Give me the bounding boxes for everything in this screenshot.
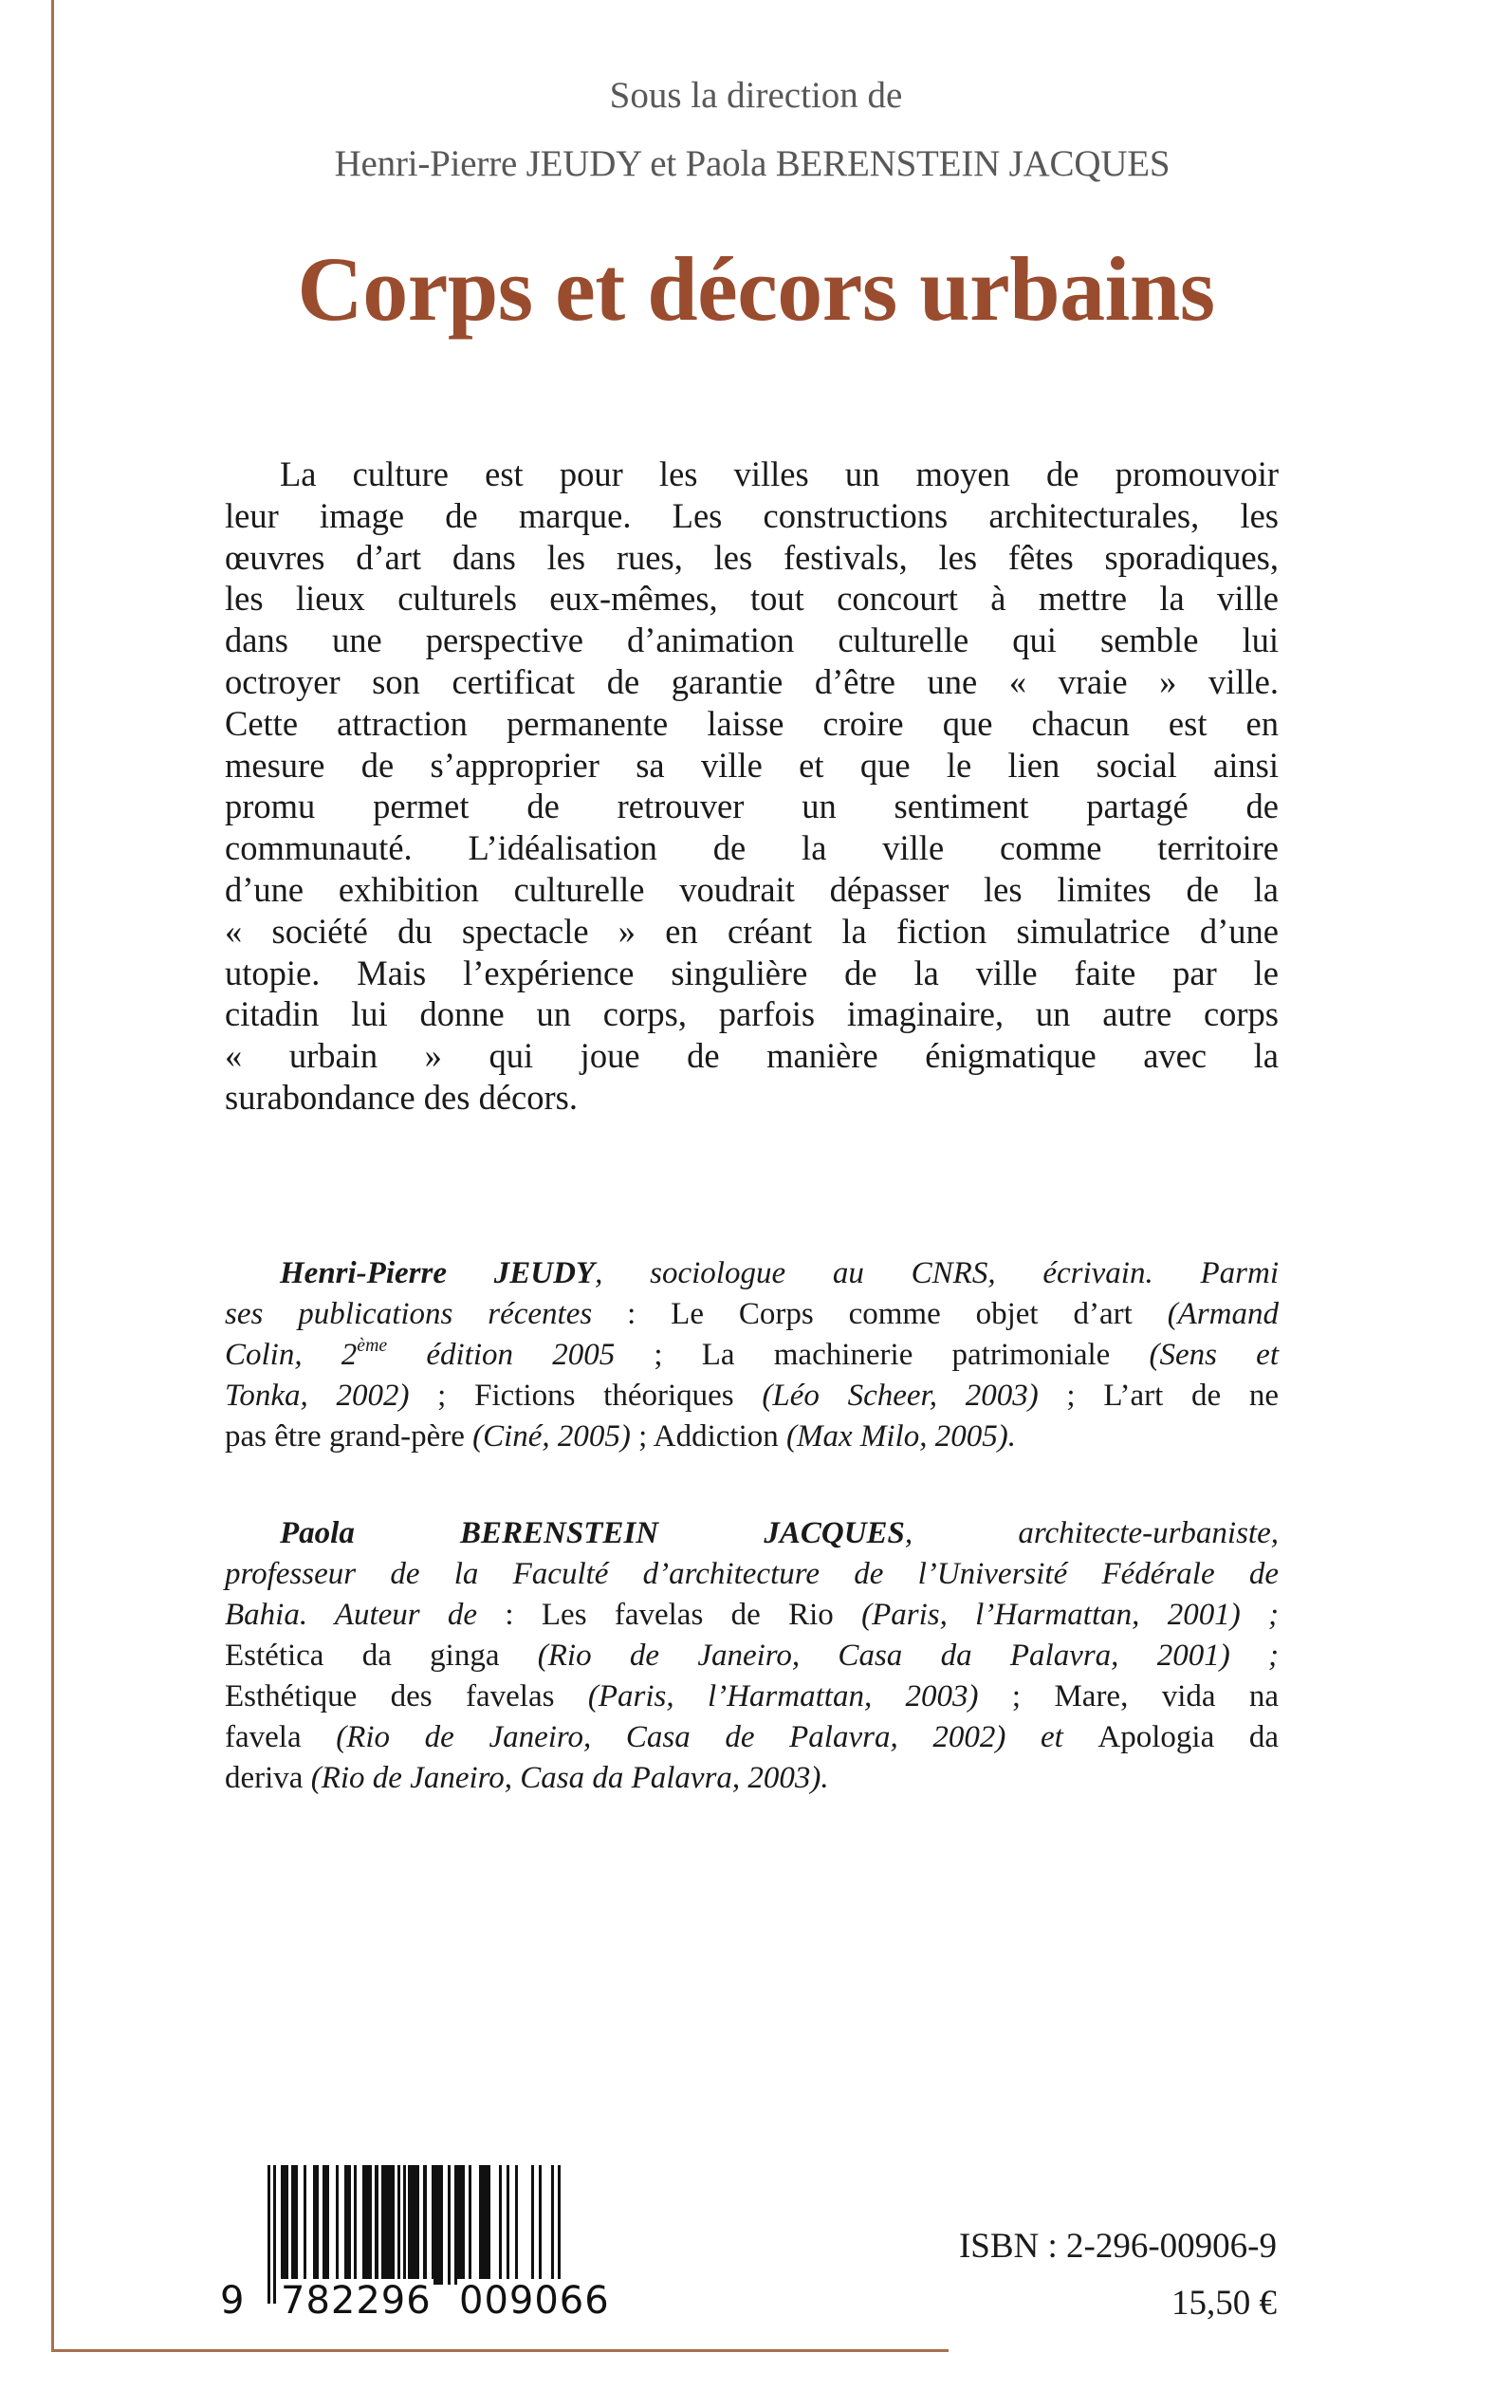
book-title-ref: Estética da ginga	[225, 1639, 538, 1673]
book-title-ref: deriva	[225, 1761, 311, 1795]
blurb-line: dans une perspective d’animation culturelle qui semble lui	[225, 621, 1279, 660]
blurb-line: communauté. L’idéalisation de la ville comme territoire	[225, 828, 1279, 868]
blurb-line: « urbain » qui joue de manière énigmatique avec la	[225, 1036, 1279, 1076]
book-title-ref: Fictions théoriques	[474, 1379, 763, 1413]
blurb-line: œuvres d’art dans les rues, les festivals, les fêtes sporadiques,	[225, 537, 1279, 577]
book-title-ref: favela	[225, 1720, 337, 1754]
book-title-ref: Addiction	[653, 1419, 787, 1454]
blurb-line: d’une exhibition culturelle voudrait dépasser les limites de la	[225, 869, 1279, 909]
blurb-line: mesure de s’approprier sa ville et que le lien social ainsi	[225, 745, 1279, 785]
blurb-paragraph	[225, 454, 1279, 1119]
bio-line: Henri-Pierre JEUDY, sociologue au CNRS, écrivain. Parmi	[280, 1256, 1279, 1290]
bio-line: professeur de la Faculté d’architecture de l’Université Fédérale de	[225, 1557, 1279, 1591]
blurb-line: Cette attraction permanente laisse croire que chacun est en	[225, 703, 1279, 743]
price-label: 15,50 €	[1171, 2284, 1277, 2323]
book-title-ref: Les favelas de Rio	[541, 1598, 862, 1632]
book-title-ref: L’art de ne	[1103, 1379, 1280, 1413]
bio-line: Colin, 2ème édition 2005 ; La machinerie patrimoniale (Sens et	[225, 1335, 1280, 1372]
blurb-line: promu permet de retrouver un sentiment partagé de	[225, 787, 1279, 826]
book-title-ref: Mare, vida na	[1054, 1679, 1280, 1713]
blurb-line: octroyer son certificat de garantie d’être une « vraie » ville.	[225, 661, 1279, 701]
bio-line: Estética da ginga (Rio de Janeiro, Casa da Palavra, 2001) ;	[225, 1639, 1279, 1673]
blurb-line: citadin lui donne un corps, parfois imaginaire, un autre corps	[225, 994, 1279, 1034]
blurb-line: La culture est pour les villes un moyen de promouvoir	[280, 454, 1279, 493]
book-title-ref: Apologia da	[1097, 1720, 1279, 1754]
cover-bottom-border	[51, 2349, 949, 2352]
bio-line: Esthétique des favelas (Paris, l’Harmattan, 2003) ; Mare, vida na	[225, 1679, 1280, 1713]
barcode-digit-first: 9	[220, 2279, 246, 2323]
bio-line: deriva (Rio de Janeiro, Casa da Palavra, 2003).	[225, 1761, 829, 1795]
blurb-line: les lieux culturels eux-mêmes, tout concourt à mettre la ville	[225, 579, 1279, 619]
book-title-ref: pas être grand-père	[225, 1419, 473, 1454]
blurb-line: utopie. Mais l’expérience singulière de la ville faite par le	[225, 953, 1279, 992]
isbn-label: ISBN : 2-296-00906-9	[958, 2227, 1277, 2266]
author-bio-jeudy	[225, 1253, 1279, 1457]
editors-names: Henri-Pierre JEUDY et Paola BERENSTEIN JACQUES	[334, 143, 1171, 184]
barcode-digits-left: 782296	[281, 2279, 432, 2323]
bio-line: Paola BERENSTEIN JACQUES, architecte-urbaniste,	[280, 1516, 1279, 1550]
bio-line: favela (Rio de Janeiro, Casa de Palavra, 2002) et Apologia da	[225, 1720, 1279, 1754]
book-title: Corps et décors urbains	[297, 238, 1215, 340]
book-title-ref: Le Corps comme objet d’art	[671, 1297, 1168, 1331]
direction-label: Sous la direction de	[609, 75, 903, 116]
barcode-digits-right: 009066	[459, 2279, 610, 2323]
bio-author-name: Henri-Pierre JEUDY	[280, 1256, 596, 1290]
bio-line: pas être grand-père (Ciné, 2005) ; Addiction (Max Milo, 2005).	[225, 1419, 1016, 1454]
bio-line: Bahia. Auteur de : Les favelas de Rio (Paris, l’Harmattan, 2001) ;	[225, 1598, 1280, 1632]
bio-line: Tonka, 2002) ; Fictions théoriques (Léo Scheer, 2003) ; L’art de ne	[225, 1379, 1280, 1413]
author-bio-berenstein	[225, 1513, 1279, 1799]
blurb-line: leur image de marque. Les constructions architecturales, les	[225, 495, 1279, 535]
barcode-digits	[220, 2279, 647, 2323]
blurb-line: « société du spectacle » en créant la fiction simulatrice d’une	[225, 911, 1279, 951]
cover-left-border	[51, 0, 54, 2352]
blurb-line: surabondance des décors.	[225, 1077, 578, 1117]
book-title-ref: Esthétique des favelas	[225, 1679, 588, 1713]
bio-line: ses publications récentes : Le Corps comme objet d’art (Armand	[225, 1297, 1280, 1331]
book-title-ref: La machinerie patrimoniale	[701, 1338, 1150, 1372]
bio-author-name: Paola BERENSTEIN JACQUES	[280, 1516, 905, 1550]
